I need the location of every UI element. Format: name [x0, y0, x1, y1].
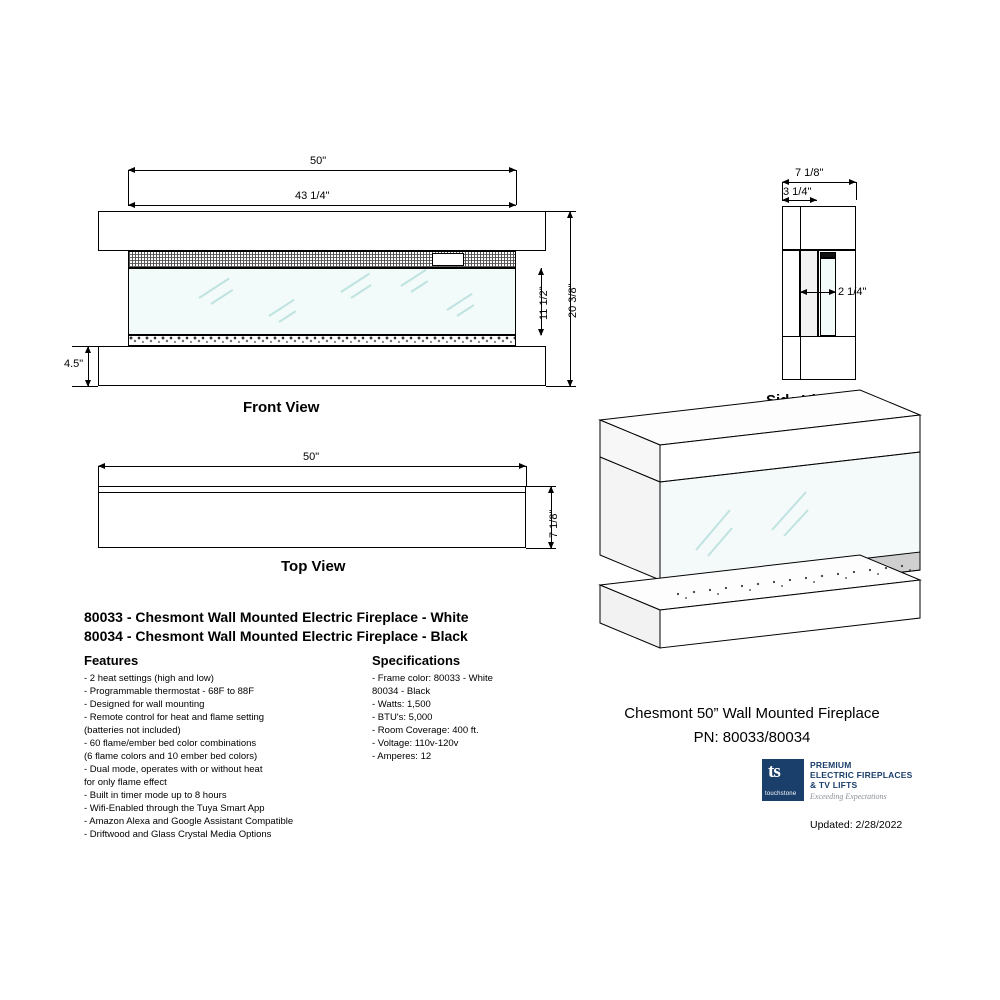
feature-item: - 2 heat settings (high and low) [84, 673, 214, 684]
top-width-text: 50" [303, 451, 320, 463]
top-width-arrow-left [98, 463, 105, 469]
spec-item: - BTU's: 5,000 [372, 712, 433, 723]
top-width-ext-right [526, 466, 527, 486]
front-overall-width-arrow-left [128, 167, 135, 173]
feature-item: - Wifi-Enabled through the Tuya Smart App [84, 803, 265, 814]
front-overall-height-text: 20 3/8" [567, 283, 579, 318]
logo-tagline: Exceeding Expectations [810, 792, 887, 801]
top-view-body [98, 486, 526, 548]
front-glass-width-arrow-left [128, 202, 135, 208]
spec-item: - Frame color: 80033 - White [372, 673, 493, 684]
front-glass-height-text: 11 1/2" [538, 286, 550, 320]
side-depth-dimline [782, 182, 856, 183]
top-width-arrow-right [519, 463, 526, 469]
feature-item: (6 flame colors and 10 ember bed colors) [84, 751, 258, 762]
front-glass-width-arrow-right [509, 202, 516, 208]
spec-item: - Watts: 1,500 [372, 699, 431, 710]
feature-item: for only flame effect [84, 777, 167, 788]
front-base-height-ext-bottom [72, 386, 98, 387]
front-base-height-text: 4.5" [64, 358, 84, 370]
side-depth-ext-right [856, 182, 857, 200]
side-depth-text: 7 1/8" [795, 167, 824, 179]
front-overall-width-dimline [128, 170, 516, 171]
iso-caption-line1: Chesmont 50” Wall Mounted Fireplace [624, 705, 880, 722]
feature-item: - Built in timer mode up to 8 hours [84, 790, 227, 801]
logo-text-lines [810, 760, 913, 790]
top-depth-ext-top [526, 486, 556, 487]
logo-wordmark: touchstone [765, 791, 797, 797]
spec-item: - Voltage: 110v-120v [372, 738, 459, 749]
isometric-view [560, 370, 940, 700]
front-glass-width-dimline [128, 205, 516, 206]
features-block [84, 653, 384, 841]
front-overall-width-ext-left [128, 170, 129, 205]
top-depth-arrow-up [548, 486, 554, 493]
feature-item: - Amazon Alexa and Google Assistant Compatible [84, 816, 294, 827]
front-overall-width-text: 50" [310, 155, 327, 167]
title-line-black: 80034 - Chesmont Wall Mounted Electric Fireplace - Black [84, 628, 468, 644]
side-top-block-inner [800, 206, 801, 250]
spec-item: - Amperes: 12 [372, 751, 432, 762]
front-top-mantel [98, 211, 546, 251]
front-control-panel [432, 253, 464, 266]
spec-item: 80034 - Black [372, 686, 431, 697]
features-heading: Features [84, 653, 139, 668]
front-overall-width-arrow-right [509, 167, 516, 173]
logo-mark [762, 759, 804, 801]
spec-item: - Room Coverage: 400 ft. [372, 725, 479, 736]
feature-item: - Designed for wall mounting [84, 699, 205, 710]
top-view-inner-line [98, 492, 526, 493]
front-glass-height-arrow-up [538, 268, 544, 275]
feature-item: (batteries not included) [84, 725, 181, 736]
feature-item: - 60 flame/ember bed color combinations [84, 738, 257, 749]
front-glass-height-arrow-down [538, 329, 544, 336]
updated-date: Updated: 2/28/2022 [810, 819, 903, 831]
specifications-heading: Specifications [372, 653, 461, 668]
front-glass-width-text: 43 1/4" [295, 190, 330, 202]
logo-initials: ts [768, 761, 780, 782]
feature-item: - Programmable thermostat - 68F to 88F [84, 686, 255, 697]
touchstone-logo [762, 759, 932, 809]
logo-line1: PREMIUM [810, 760, 852, 770]
side-glassdepth-arrow-right [829, 289, 836, 295]
logo-line3: & TV LIFTS [810, 780, 858, 790]
title-block [84, 608, 469, 646]
front-overall-width-ext-right [516, 170, 517, 205]
front-glass-pane [128, 268, 516, 335]
front-overall-height-ext-top [546, 211, 576, 212]
iso-caption-line2: PN: 80033/80034 [693, 729, 811, 746]
side-depth-arrow-left [782, 179, 789, 185]
side-top-block [782, 206, 856, 250]
feature-item: - Driftwood and Glass Crystal Media Options [84, 829, 272, 840]
title-line-white: 80033 - Chesmont Wall Mounted Electric Fireplace - White [84, 609, 469, 625]
logo-line2: ELECTRIC FIREPLACES [810, 770, 913, 780]
side-topdepth-text: 3 1/4" [783, 186, 812, 198]
front-base-height-ext-top [72, 346, 98, 347]
top-depth-ext-bottom [526, 548, 556, 549]
front-overall-height-arrow-up [567, 211, 573, 218]
top-width-dimline [98, 466, 526, 467]
specifications-block [372, 653, 592, 763]
feature-item: - Remote control for heat and flame setting [84, 712, 265, 723]
front-view-label: Front View [243, 399, 320, 416]
side-depth-arrow-right [849, 179, 856, 185]
front-base-height-arrow-up [85, 346, 91, 353]
front-base [98, 346, 546, 386]
side-glassdepth-text: 2 1/4" [838, 286, 867, 298]
side-glass-pane [820, 258, 836, 336]
side-glassdepth-arrow-left [800, 289, 807, 295]
top-depth-text: 7 1/8" [548, 509, 560, 538]
top-width-ext-left [98, 466, 99, 486]
top-view-label: Top View [281, 558, 346, 575]
feature-item: - Dual mode, operates with or without heat [84, 764, 263, 775]
front-ember-bed [128, 335, 516, 346]
